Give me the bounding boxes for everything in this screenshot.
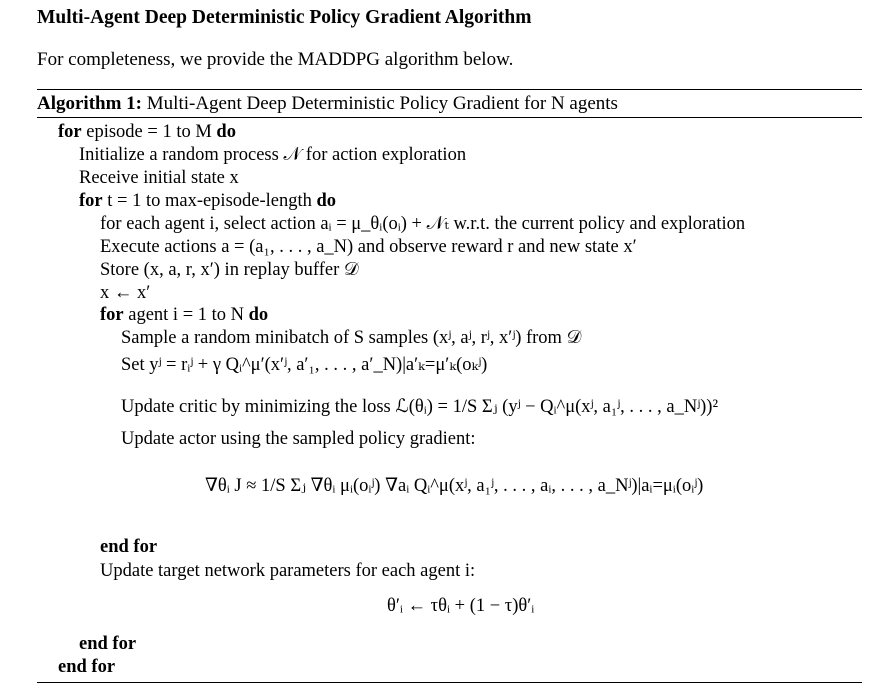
- line-update-target: Update target network parameters for each agent i:: [100, 561, 476, 581]
- line-update-critic: Update critic by minimizing the loss ℒ(θᵢ) = 1/S Σⱼ (yʲ − Qᵢ^μ(xʲ, a₁ʲ, . . . , a_Nʲ))²: [121, 397, 718, 417]
- equation-target-update: θ′ᵢ ← τθᵢ + (1 − τ)θ′ᵢ: [387, 596, 535, 616]
- line-end-for-episode: end for: [58, 657, 116, 677]
- caption-rule: [37, 117, 862, 118]
- top-rule: [37, 89, 862, 90]
- line-store: Store (x, a, r, x′) in replay buffer 𝒟: [100, 260, 359, 280]
- algorithm-caption: [37, 94, 618, 113]
- line-set-y: Set yʲ = rᵢʲ + γ Qᵢ^μ′(x′ʲ, a′₁, . . . , a′_N)|a′ₖ=μ′ₖ(oₖʲ): [121, 355, 488, 375]
- algorithm-label: Algorithm 1:: [37, 93, 143, 114]
- line-execute: Execute actions a = (a₁, . . . , a_N) and observe reward r and new state x′: [100, 237, 637, 257]
- line-update-actor: Update actor using the sampled policy gradient:: [121, 429, 476, 449]
- line-end-for-agent: end for: [100, 537, 158, 557]
- line-for-t: for t = 1 to max-episode-length do: [79, 191, 337, 211]
- section-heading: Multi-Agent Deep Deterministic Policy Gradient Algorithm: [37, 7, 532, 28]
- line-sample: Sample a random minibatch of S samples (xʲ, aʲ, rʲ, x′ʲ) from 𝒟: [121, 328, 582, 348]
- algorithm-caption-text: Multi-Agent Deep Deterministic Policy Gradient for N agents: [146, 93, 618, 114]
- intro-text: For completeness, we provide the MADDPG algorithm below.: [37, 49, 514, 70]
- line-for-agent: for agent i = 1 to N do: [100, 305, 269, 325]
- line-for-episode: for episode = 1 to M do: [58, 122, 236, 142]
- line-select-action: for each agent i, select action aᵢ = μ_θᵢ(oᵢ) + 𝒩ₜ w.r.t. the current policy and exploration: [100, 214, 746, 234]
- line-end-for-t: end for: [79, 634, 137, 654]
- line-assign: x ← x′: [100, 283, 151, 303]
- bottom-rule: [37, 682, 862, 683]
- line-init-process: Initialize a random process 𝒩 for action exploration: [79, 145, 467, 165]
- equation-policy-gradient: ∇θᵢ J ≈ 1/S Σⱼ ∇θᵢ μᵢ(oᵢʲ) ∇aᵢ Qᵢ^μ(xʲ, a₁ʲ, . . . , aᵢ, . . . , a_Nʲ)|aᵢ=μᵢ(oᵢʲ): [205, 476, 704, 496]
- line-receive-state: Receive initial state x: [79, 168, 239, 188]
